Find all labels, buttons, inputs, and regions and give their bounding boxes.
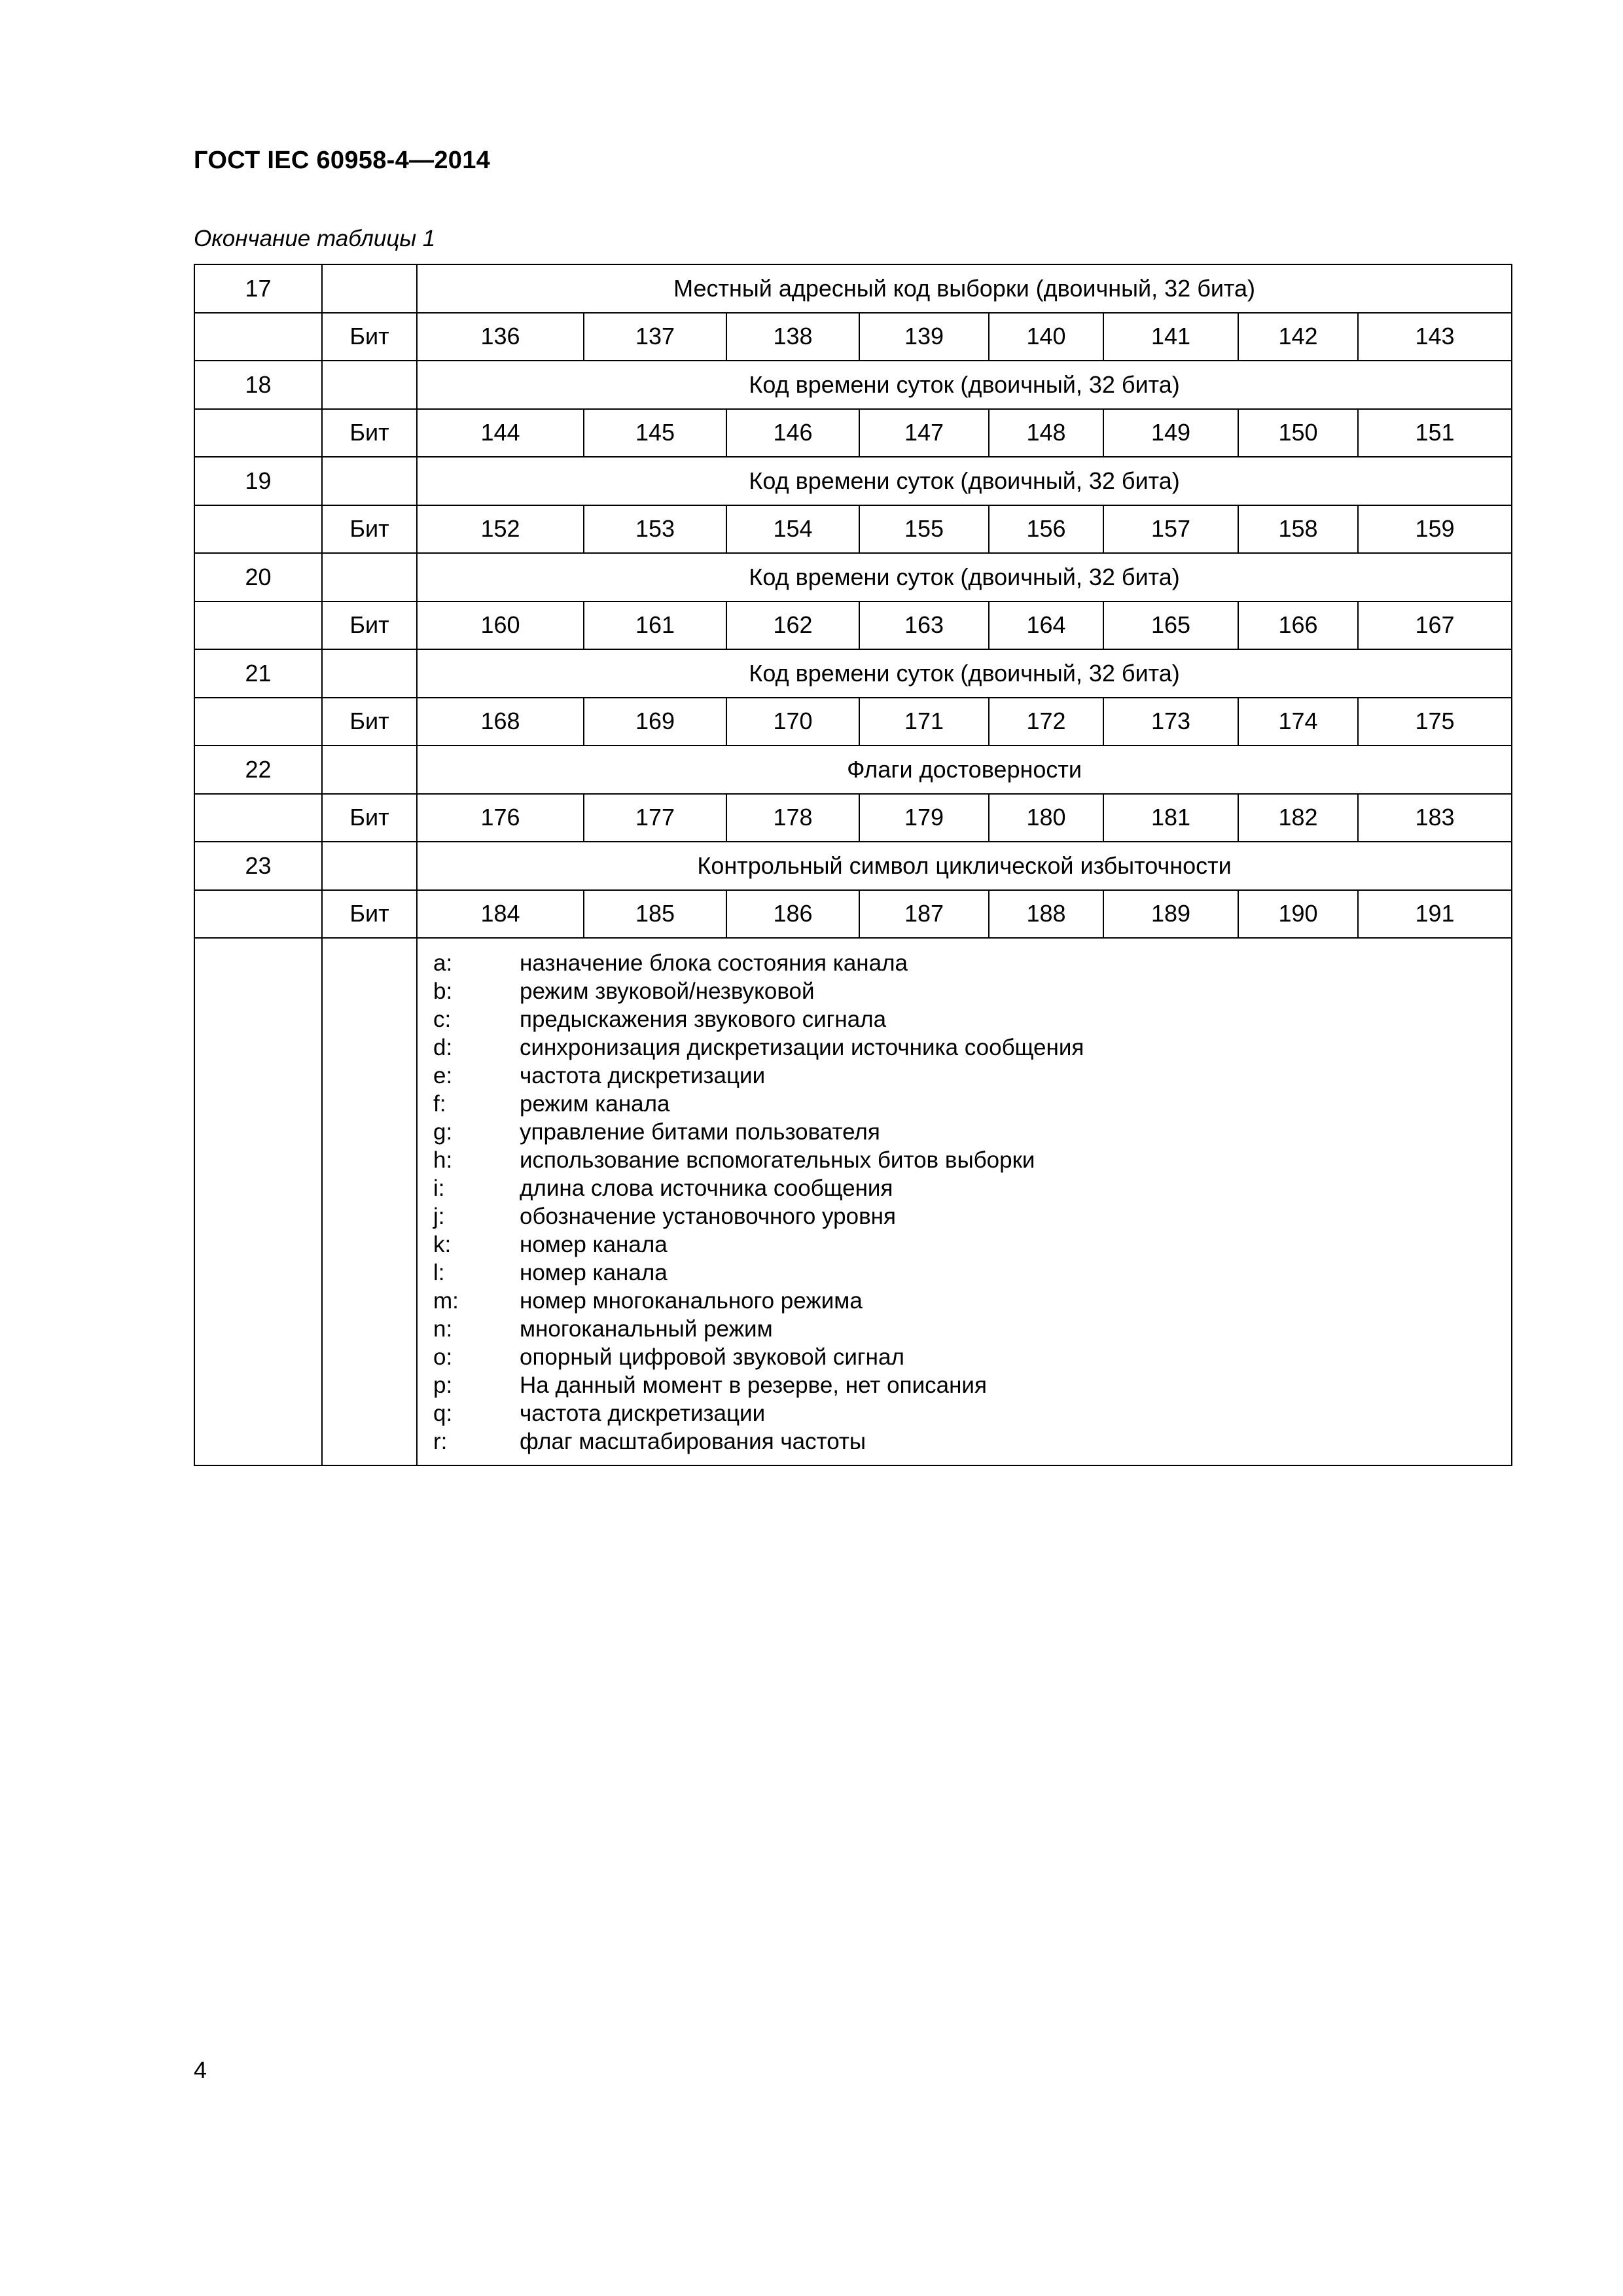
bit-row xyxy=(194,890,1512,939)
byte-description-cell: Код времени суток (двоичный, 32 бита) xyxy=(417,649,1512,698)
bit-row xyxy=(194,409,1512,457)
legend-key: j: xyxy=(433,1204,445,1229)
legend-text: режим звуковой/незвуковой xyxy=(520,978,815,1004)
bit-number-cell: 190 xyxy=(1238,890,1358,939)
bit-number-cell: 167 xyxy=(1358,601,1512,650)
legend-key: e: xyxy=(433,1063,453,1088)
byte-number-cell: 20 xyxy=(194,553,322,601)
legend-key: k: xyxy=(433,1232,452,1257)
legend-text: номер канала xyxy=(520,1260,668,1285)
byte-number-cell: 22 xyxy=(194,745,322,794)
legend-key: g: xyxy=(433,1119,453,1145)
bit-number-cell: 178 xyxy=(726,794,859,842)
empty-cell xyxy=(194,794,322,842)
legend-text: синхронизация дискретизации источника сообщения xyxy=(520,1035,1084,1060)
bit-number-cell: 154 xyxy=(726,505,859,554)
empty-cell xyxy=(322,649,417,698)
legend-row xyxy=(194,938,1512,1465)
bit-number-cell: 169 xyxy=(584,698,726,746)
legend-text: опорный цифровой звуковой сигнал xyxy=(520,1344,904,1370)
bit-row xyxy=(194,698,1512,746)
bit-label-cell: Бит xyxy=(322,505,417,554)
legend-key: c: xyxy=(433,1007,452,1032)
bit-allocation-table xyxy=(194,264,1512,1466)
bit-number-cell: 185 xyxy=(584,890,726,939)
legend-key: p: xyxy=(433,1372,453,1398)
empty-cell xyxy=(322,938,417,1465)
legend-item xyxy=(418,1090,1511,1118)
legend-text: управление битами пользователя xyxy=(520,1119,880,1145)
bit-number-cell: 172 xyxy=(989,698,1103,746)
bit-number-cell: 145 xyxy=(584,409,726,457)
empty-cell xyxy=(322,553,417,601)
bit-number-cell: 175 xyxy=(1358,698,1512,746)
bit-number-cell: 187 xyxy=(859,890,989,939)
bit-number-cell: 139 xyxy=(859,313,989,361)
bit-number-cell: 149 xyxy=(1103,409,1238,457)
bit-row xyxy=(194,505,1512,554)
byte-number-cell: 17 xyxy=(194,264,322,313)
empty-cell xyxy=(194,938,322,1465)
byte-row xyxy=(194,649,1512,698)
byte-number-cell: 23 xyxy=(194,842,322,890)
bit-number-cell: 156 xyxy=(989,505,1103,554)
bit-number-cell: 170 xyxy=(726,698,859,746)
legend-item xyxy=(418,977,1511,1005)
bit-number-cell: 148 xyxy=(989,409,1103,457)
empty-cell xyxy=(322,842,417,890)
byte-number-cell: 18 xyxy=(194,361,322,409)
legend-item xyxy=(418,1174,1511,1202)
legend-text: частота дискретизации xyxy=(520,1063,766,1088)
bit-number-cell: 173 xyxy=(1103,698,1238,746)
bit-number-cell: 165 xyxy=(1103,601,1238,650)
byte-description-cell: Код времени суток (двоичный, 32 бита) xyxy=(417,553,1512,601)
legend-item xyxy=(418,1343,1511,1371)
bit-number-cell: 186 xyxy=(726,890,859,939)
legend-item xyxy=(418,1146,1511,1174)
empty-cell xyxy=(194,313,322,361)
bit-number-cell: 179 xyxy=(859,794,989,842)
table-body xyxy=(194,264,1512,1465)
bit-number-cell: 163 xyxy=(859,601,989,650)
bit-number-cell: 143 xyxy=(1358,313,1512,361)
bit-number-cell: 168 xyxy=(417,698,584,746)
bit-number-cell: 158 xyxy=(1238,505,1358,554)
legend-text: флаг масштабирования частоты xyxy=(520,1429,866,1454)
byte-row xyxy=(194,745,1512,794)
empty-cell xyxy=(322,264,417,313)
bit-number-cell: 150 xyxy=(1238,409,1358,457)
byte-description-cell: Код времени суток (двоичный, 32 бита) xyxy=(417,361,1512,409)
bit-number-cell: 164 xyxy=(989,601,1103,650)
bit-number-cell: 151 xyxy=(1358,409,1512,457)
bit-number-cell: 155 xyxy=(859,505,989,554)
legend-key: o: xyxy=(433,1344,453,1370)
legend-key: a: xyxy=(433,950,453,976)
empty-cell xyxy=(322,457,417,505)
bit-number-cell: 181 xyxy=(1103,794,1238,842)
bit-row xyxy=(194,601,1512,650)
bit-number-cell: 166 xyxy=(1238,601,1358,650)
bit-number-cell: 180 xyxy=(989,794,1103,842)
byte-row xyxy=(194,842,1512,890)
legend-key: n: xyxy=(433,1316,453,1342)
page-number: 4 xyxy=(194,2056,207,2083)
byte-description-cell: Код времени суток (двоичный, 32 бита) xyxy=(417,457,1512,505)
bit-number-cell: 140 xyxy=(989,313,1103,361)
bit-number-cell: 189 xyxy=(1103,890,1238,939)
bit-number-cell: 174 xyxy=(1238,698,1358,746)
legend-cell xyxy=(417,938,1512,1465)
legend-item xyxy=(418,1259,1511,1287)
table-caption: Окончание таблицы 1 xyxy=(194,226,436,251)
byte-row xyxy=(194,264,1512,313)
legend-item xyxy=(418,1118,1511,1146)
bit-number-cell: 144 xyxy=(417,409,584,457)
bit-number-cell: 142 xyxy=(1238,313,1358,361)
legend-text: назначение блока состояния канала xyxy=(520,950,908,976)
bit-label-cell: Бит xyxy=(322,890,417,939)
legend-text: многоканальный режим xyxy=(520,1316,773,1342)
legend-text: номер многоканального режима xyxy=(520,1288,863,1314)
legend-key: r: xyxy=(433,1429,448,1454)
byte-row xyxy=(194,457,1512,505)
byte-number-cell: 19 xyxy=(194,457,322,505)
byte-description-cell: Местный адресный код выборки (двоичный, 32 бита) xyxy=(417,264,1512,313)
empty-cell xyxy=(194,890,322,939)
legend-key: i: xyxy=(433,1175,445,1201)
bit-number-cell: 146 xyxy=(726,409,859,457)
legend-key: h: xyxy=(433,1147,453,1173)
bit-number-cell: 177 xyxy=(584,794,726,842)
bit-number-cell: 159 xyxy=(1358,505,1512,554)
legend-item xyxy=(418,1230,1511,1259)
legend-key: m: xyxy=(433,1288,459,1314)
byte-row xyxy=(194,553,1512,601)
empty-cell xyxy=(194,601,322,650)
legend-item xyxy=(418,1315,1511,1343)
legend-text: предыскажения звукового сигнала xyxy=(520,1007,887,1032)
bit-number-cell: 162 xyxy=(726,601,859,650)
legend-item xyxy=(418,1202,1511,1230)
legend-item xyxy=(418,1427,1511,1456)
legend-item xyxy=(418,1399,1511,1427)
bit-label-cell: Бит xyxy=(322,313,417,361)
bit-label-cell: Бит xyxy=(322,698,417,746)
bit-number-cell: 184 xyxy=(417,890,584,939)
bit-label-cell: Бит xyxy=(322,409,417,457)
legend-item xyxy=(418,1005,1511,1033)
bit-number-cell: 161 xyxy=(584,601,726,650)
legend-item xyxy=(418,949,1511,977)
document-title: ГОСТ IEC 60958-4—2014 xyxy=(194,147,491,174)
bit-number-cell: 152 xyxy=(417,505,584,554)
bit-label-cell: Бит xyxy=(322,794,417,842)
legend-key: q: xyxy=(433,1401,453,1426)
legend-text: длина слова источника сообщения xyxy=(520,1175,893,1201)
legend-item xyxy=(418,1062,1511,1090)
bit-number-cell: 153 xyxy=(584,505,726,554)
legend-key: b: xyxy=(433,978,453,1004)
legend-key: d: xyxy=(433,1035,453,1060)
legend-text: обозначение установочного уровня xyxy=(520,1204,896,1229)
legend-text: режим канала xyxy=(520,1091,670,1117)
bit-row xyxy=(194,794,1512,842)
byte-description-cell: Флаги достоверности xyxy=(417,745,1512,794)
bit-number-cell: 182 xyxy=(1238,794,1358,842)
legend-text: номер канала xyxy=(520,1232,668,1257)
bit-number-cell: 191 xyxy=(1358,890,1512,939)
bit-number-cell: 138 xyxy=(726,313,859,361)
byte-description-cell: Контрольный символ циклической избыточности xyxy=(417,842,1512,890)
byte-row xyxy=(194,361,1512,409)
bit-label-cell: Бит xyxy=(322,601,417,650)
bit-number-cell: 137 xyxy=(584,313,726,361)
empty-cell xyxy=(194,409,322,457)
legend-item xyxy=(418,1287,1511,1315)
bit-number-cell: 141 xyxy=(1103,313,1238,361)
bit-number-cell: 188 xyxy=(989,890,1103,939)
bit-number-cell: 157 xyxy=(1103,505,1238,554)
bit-row xyxy=(194,313,1512,361)
legend-text: частота дискретизации xyxy=(520,1401,766,1426)
bit-number-cell: 147 xyxy=(859,409,989,457)
legend-text: На данный момент в резерве, нет описания xyxy=(520,1372,987,1398)
bit-number-cell: 183 xyxy=(1358,794,1512,842)
empty-cell xyxy=(322,745,417,794)
empty-cell xyxy=(322,361,417,409)
legend-key: l: xyxy=(433,1260,445,1285)
bit-number-cell: 176 xyxy=(417,794,584,842)
legend-item xyxy=(418,1033,1511,1062)
byte-number-cell: 21 xyxy=(194,649,322,698)
legend-text: использование вспомогательных битов выборки xyxy=(520,1147,1035,1173)
bit-number-cell: 171 xyxy=(859,698,989,746)
legend-key: f: xyxy=(433,1091,446,1117)
legend-item xyxy=(418,1371,1511,1399)
bit-number-cell: 160 xyxy=(417,601,584,650)
empty-cell xyxy=(194,505,322,554)
bit-number-cell: 136 xyxy=(417,313,584,361)
empty-cell xyxy=(194,698,322,746)
